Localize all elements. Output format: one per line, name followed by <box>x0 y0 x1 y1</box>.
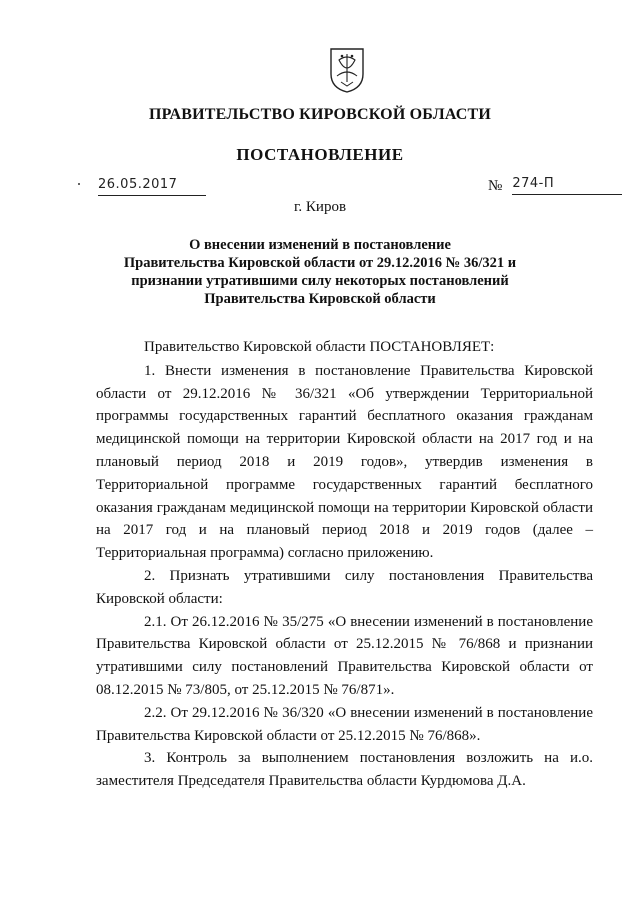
paragraph-1: 1. Внести изменения в постановление Правительства Кировской области от 29.12.2016 № 36/321 «Об утверждении Территориальной программы государственных гарантий бесплатного оказания гражданам медицинской помощи на территории Кировской области на 2017 год и на плановый период 2018 и 2019 годов», утвердив изменения в Территориальной программе государственных гарантий бесплатного оказания гражданам медицинской помощи на территории Кировской области на 2017 год и на плановый период 2018 и 2019 годов (далее – Территориальная программа) согласно приложению. <box>96 362 593 562</box>
title-line: Правительства Кировской области от 29.12.2016 № 36/321 и <box>123 255 517 271</box>
paragraph-2: 2. Признать утратившими силу постановления Правительства Кировской области: <box>96 567 593 607</box>
intro-paragraph: Правительство Кировской области ПОСТАНОВЛЯЕТ: <box>144 339 495 355</box>
document-title <box>100 236 540 308</box>
title-line: признании утратившими силу некоторых постановлений <box>131 273 509 289</box>
title-line: О внесении изменений в постановление <box>189 237 451 253</box>
paragraph-3: 3. Контроль за выполнением постановления возложить на и.о. заместителя Председателя Правительства области Курдюмова Д.А. <box>96 750 593 790</box>
document-kind: ПОСТАНОВЛЕНИЕ <box>236 145 404 164</box>
title-line: Правительства Кировской области <box>204 291 436 307</box>
paragraph-2-1: 2.1. От 26.12.2016 № 35/275 «О внесении изменений в постановление Правительства Кировской области от 25.12.2015 № 76/868 и признании утратившими силу постановлений Правительства Кировской области от 08.12.2015 № 73/805, от 25.12.2015 № 76/871». <box>96 613 593 698</box>
kirov-coat-of-arms-icon <box>327 46 367 94</box>
city: г. Киров <box>293 199 347 215</box>
government-name: ПРАВИТЕЛЬСТВО КИРОВСКОЙ ОБЛАСТИ <box>148 106 492 123</box>
paragraph-2-2: 2.2. От 29.12.2016 № 36/320 «О внесении изменений в постановление Правительства Кировской области от 25.12.2015 № 76/868». <box>96 704 593 744</box>
document-number: 274-П <box>512 176 622 195</box>
document-body <box>96 336 593 793</box>
scan-speck <box>78 183 80 185</box>
document-number-block <box>488 177 622 195</box>
document-date: 26.05.2017 <box>98 177 206 196</box>
number-sign: № <box>488 178 503 194</box>
